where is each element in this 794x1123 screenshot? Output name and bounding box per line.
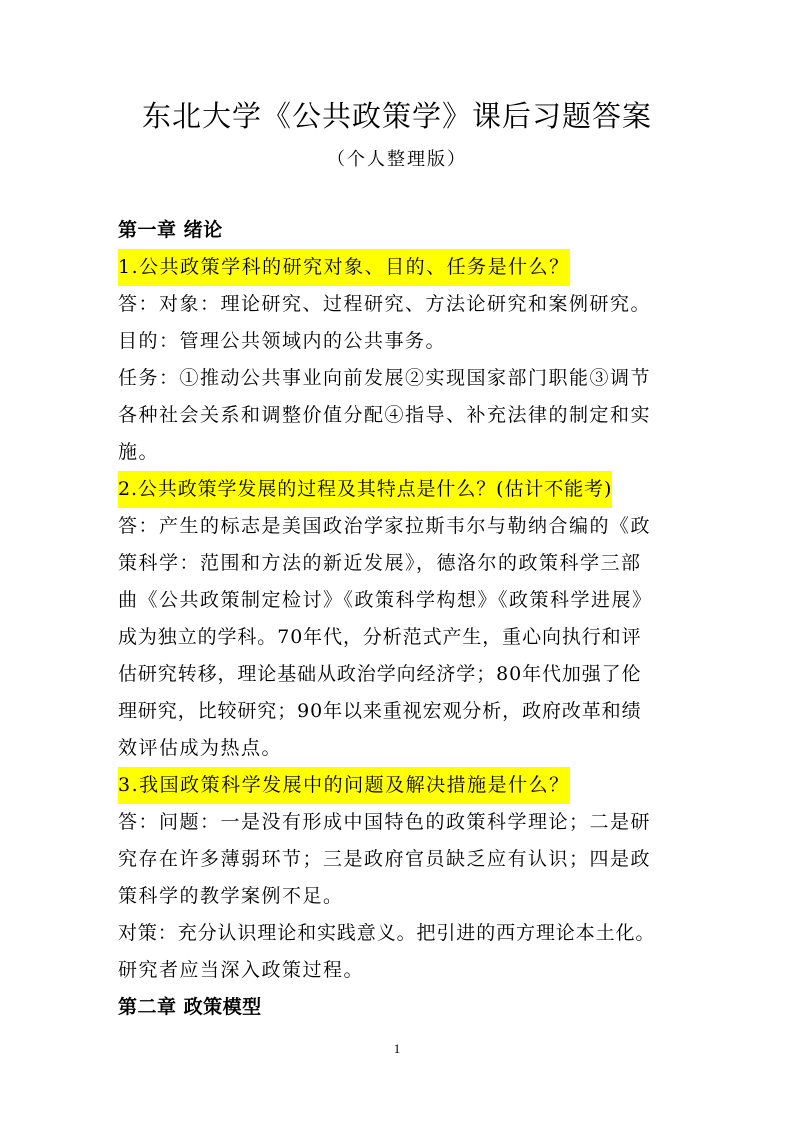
paragraph-line: 曲《公共政策制定检讨》《政策科学构想》《政策科学进展》: [118, 589, 653, 611]
paragraph-line: 施。: [118, 441, 160, 463]
paragraph-line: 答：对象：理论研究、过程研究、方法论研究和案例研究。: [118, 293, 652, 315]
document-body: [118, 212, 678, 1026]
paragraph-line: 效评估成为热点。: [118, 737, 283, 759]
document-subtitle: （个人整理版）: [327, 149, 467, 170]
paragraph-line: 研究者应当深入政策过程。: [118, 959, 365, 981]
document-title: 东北大学《公共政策学》课后习题答案: [141, 99, 652, 133]
page-number: 1: [393, 1041, 401, 1056]
paragraph-line: 答：产生的标志是美国政治学家拉斯韦尔与勒纳合编的《政: [118, 515, 652, 537]
paragraph-line: 策科学的教学案例不足。: [118, 885, 344, 907]
paragraph-line: 策科学：范围和方法的新近发展》，德洛尔的政策科学三部: [118, 552, 642, 574]
chapter-heading: 第一章 绪论: [118, 219, 223, 241]
question-heading: 3.我国政策科学发展中的问题及解决措施是什么？: [118, 767, 570, 804]
paragraph-line: 对策：充分认识理论和实践意义。把引进的西方理论本土化。: [118, 922, 656, 944]
paragraph-line: 究存在许多薄弱环节；三是政府官员缺乏应有认识；四是政: [118, 848, 652, 870]
question-heading: 2.公共政策学发展的过程及其特点是什么？(估计不能考): [118, 471, 612, 508]
paragraph-line: 答：问题：一是没有形成中国特色的政策科学理论；二是研: [118, 811, 652, 833]
question-heading: 1.公共政策学科的研究对象、目的、任务是什么？: [118, 249, 570, 286]
paragraph-line: 目的：管理公共领域内的公共事务。: [118, 330, 447, 352]
chapter-heading: 第二章 政策模型: [118, 996, 262, 1018]
paragraph-line: 任务：①推动公共事业向前发展②实现国家部门职能③调节: [118, 367, 652, 389]
paragraph-line: 各种社会关系和调整价值分配④指导、补充法律的制定和实: [118, 404, 652, 426]
paragraph-line: 理研究，比较研究；90年以来重视宏观分析，政府改革和绩: [118, 700, 642, 722]
paragraph-line: 成为独立的学科。70年代，分析范式产生，重心向执行和评: [118, 626, 642, 648]
paragraph-line: 估研究转移，理论基础从政治学向经济学；80年代加强了伦: [118, 663, 642, 685]
